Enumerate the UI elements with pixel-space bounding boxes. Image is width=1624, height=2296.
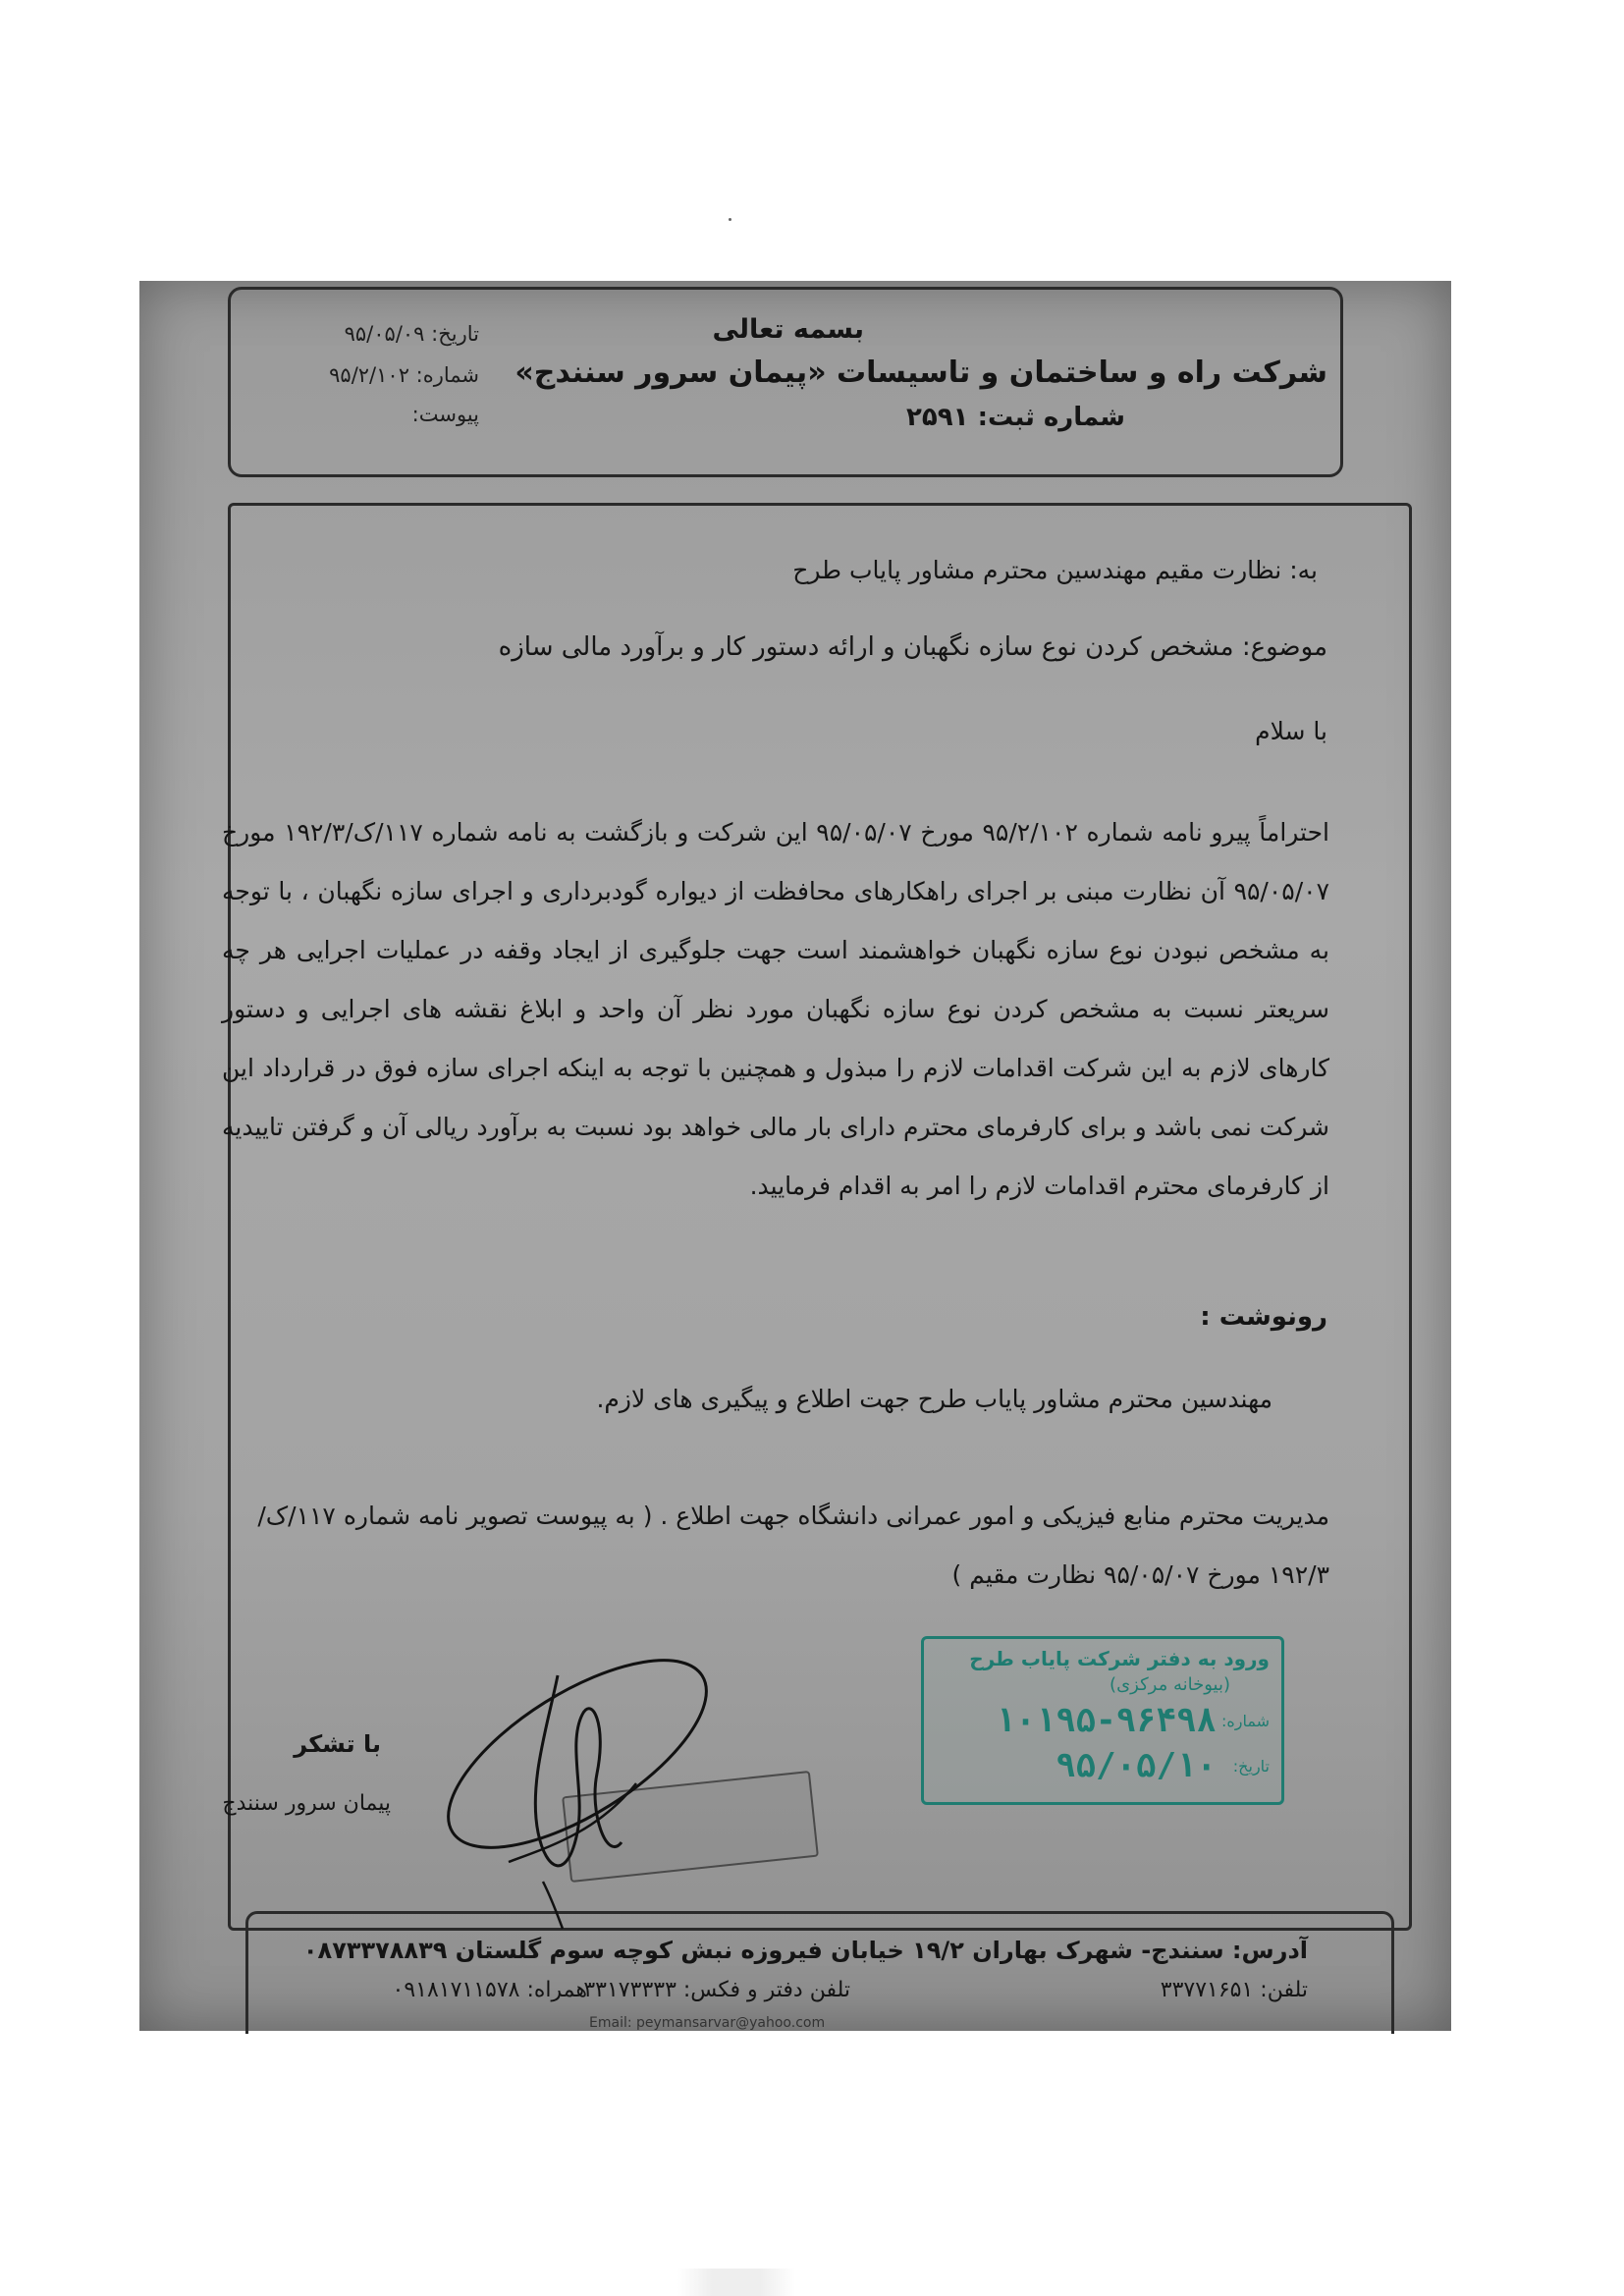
stamp-title: ورود به دفتر شرکت پایاب طرح [969,1647,1270,1670]
bismillah: بسمه تعالی [712,314,864,345]
company-name: شرکت راه و ساختمان و تاسیسات «پیمان سرور سنندج» [514,355,1327,390]
footer-mobile: همراه: ۰۹۱۸۱۷۱۱۵۷۸ [392,1978,587,2002]
letter-attachment: پیوست: [411,403,479,426]
signature-thanks: با تشکر [294,1730,381,1758]
cc-item: مهندسین محترم مشاور پایاب طرح جهت اطلاع و پیگیری های لازم. [596,1385,1272,1413]
signature-company: پیمان سرور سنندج [222,1791,391,1816]
stamp-date: ۹۵/۰۵/۱۰ [1056,1746,1217,1785]
footer-phone: تلفن: ۳۳۷۷۱۶۵۱ [1160,1978,1308,2002]
stamp-number: ۱۰۱۹۵-۹۶۴۹۸ [995,1701,1217,1740]
scan-speck [729,218,731,221]
handwritten-signature [410,1636,725,1931]
footer-address: آدرس: سنندج- شهرک بهاران ۱۹/۲ خیابان فیروزه نبش کوچه سوم گلستان ۰۸۷۳۳۷۸۸۳۹ [302,1937,1308,1964]
recipient-line: به: نظارت مقیم مهندسین محترم مشاور پایاب طرح [792,556,1318,584]
letter-date: تاریخ: ۹۵/۰۵/۰۹ [344,322,479,346]
letter-body: احتراماً پیرو نامه شماره ۹۵/۲/۱۰۲ مورخ ۹۵/۰۵/۰۷ این شرکت و بازگشت به نامه شماره ۱۱۷/ک/۱۹۲/۳ مورخ ۹۵/۰۵/۰۷ آن نظارت مبنی بر اجرای راهکارهای محافظت از دیواره گودبرداری و اجرای سازه نگهبان ، با توجه به مشخص نبودن نوع سازه نگهبان خواهشمند است جهت جلوگیری از ایجاد وقفه در عملیات اجرایی هر چه سریعتر نسبت به مشخص کردن نوع سازه نگهبان مورد نظر آن واحد و ابلاغ نقشه های اجرایی و دستور کارهای لازم به این شرکت اقدامات لازم را مبذول و همچنین با توجه به اینکه اجرای سازه فوق در قرارداد این شرکت نمی باشد و برای کارفرمای محترم دارای بار مالی خواهد بود نسبت به برآورد ریالی آن و گرفتن تاییدیه از کارفرمای محترم اقدامات لازم را امر به اقدام فرمایید. [222,818,1330,1200]
letter-number: شماره: ۹۵/۲/۱۰۲ [329,363,479,387]
scanned-letter [139,281,1451,2031]
stamp-subtitle: (بیوخانه مرکزی) [1110,1674,1230,1695]
footer-email: Email: peymansarvar@yahoo.com [589,2015,826,2031]
greeting: با سلام [1255,717,1327,745]
footer-office-fax: تلفن دفتر و فکس: ۳۳۱۷۳۳۳۳ [583,1978,850,2002]
cc-heading: رونوشت : [1200,1302,1327,1332]
cc-item: مدیریت محترم منابع فیزیکی و امور عمرانی دانشگاه جهت اطلاع . ( به پیوست تصویر نامه شماره ۱۱۷/ک/۱۹۲/۳ مورخ ۹۵/۰۵/۰۷ نظارت مقیم ) [257,1502,1329,1589]
stamp-number-label: شماره: [1220,1711,1270,1730]
registration-number: شماره ثبت: ۲۵۹۱ [906,403,1125,432]
stamp-date-label: تاریخ: [1232,1756,1270,1776]
receipt-stamp [921,1636,1284,1805]
subject-line: موضوع: مشخص کردن نوع سازه نگهبان و ارائه دستور کار و برآورد مالی سازه [498,632,1327,662]
page-bottom-mark [677,2269,795,2296]
